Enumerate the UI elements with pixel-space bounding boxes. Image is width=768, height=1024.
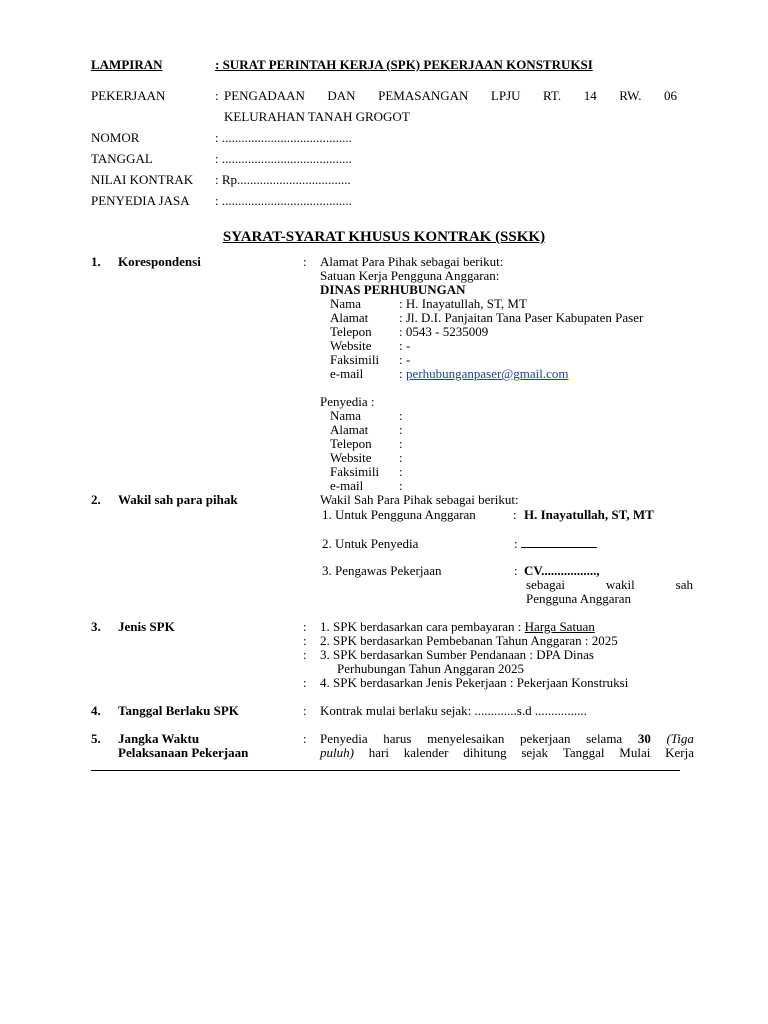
item-number: 3. <box>91 619 101 634</box>
wakil-row-label: 3. Pengawas Pekerjaan <box>322 563 442 578</box>
pekerjaan-word: RT. <box>543 88 562 103</box>
pekerjaan-word: 14 <box>583 88 597 103</box>
field-value: : H. Inayatullah, ST, MT <box>399 296 527 311</box>
jangka-word: sejak <box>521 745 549 760</box>
field-value: : <box>399 464 403 479</box>
wakil-row-label: 1. Untuk Pengguna Anggaran <box>322 507 476 522</box>
field-label: Telepon <box>330 324 372 339</box>
item-colon: : <box>303 647 307 662</box>
lampiran-label: LAMPIRAN <box>91 57 163 72</box>
jangka-word: hari <box>368 745 389 760</box>
pekerjaan-word: DAN <box>327 88 356 103</box>
item-label: Tanggal Berlaku SPK <box>118 703 239 718</box>
field-value: : <box>399 366 403 381</box>
jangka-word: harus <box>383 731 412 746</box>
item-number: 1. <box>91 254 101 269</box>
item-colon: : <box>303 703 307 718</box>
wakil-row-line2 <box>526 577 693 592</box>
page-title: SYARAT-SYARAT KHUSUS KONTRAK (SSKK) <box>222 229 546 245</box>
jangka-waktu-line1 <box>320 731 694 746</box>
email-link[interactable]: perhubunganpaser@gmail.com <box>406 366 569 381</box>
field-value: : - <box>399 338 411 353</box>
jangka-italic: (Tiga <box>666 731 694 746</box>
wakil-row-value: CV................., <box>524 563 600 578</box>
field-value: : Jl. D.I. Panjaitan Tana Paser Kabupaten Paser <box>399 310 644 325</box>
field-label: Telepon <box>330 436 372 451</box>
wakil-intro: Wakil Sah Para Pihak sebagai berikut: <box>320 492 519 507</box>
jangka-word: pekerjaan <box>519 731 571 746</box>
jangka-word: Penyedia <box>320 731 368 746</box>
field-label: Faksimili <box>330 352 380 367</box>
pekerjaan-line2: KELURAHAN TANAH GROGOT <box>224 109 410 124</box>
jenis-spk-line: 4. SPK berdasarkan Jenis Pekerjaan : Pekerjaan Konstruksi <box>320 675 629 690</box>
item-colon: : <box>303 633 307 648</box>
item-label: Wakil sah para pihak <box>118 492 238 507</box>
field-label: Nama <box>330 408 362 423</box>
wakil-row-colon: : <box>513 507 517 522</box>
field-label: Website <box>330 338 372 353</box>
field-label: Nama <box>330 296 362 311</box>
pekerjaan-word: PENGADAAN <box>224 88 305 103</box>
field-label: Alamat <box>330 310 369 325</box>
pekerjaan-word: LPJU <box>490 88 521 103</box>
pekerjaan-colon: : <box>215 88 219 103</box>
jangka-word: selama <box>586 731 623 746</box>
field-label: Faksimili <box>330 464 380 479</box>
jenis-spk-line: 3. SPK berdasarkan Sumber Pendanaan : DPA Dinas <box>320 647 594 662</box>
satker-label: Satuan Kerja Pengguna Anggaran: <box>320 268 500 283</box>
item-colon: : <box>303 619 307 634</box>
jangka-word: dihitung <box>463 745 507 760</box>
item-colon: : <box>303 254 307 269</box>
jangka-word: Mulai <box>619 745 651 760</box>
field-value: : - <box>399 352 411 367</box>
item-label: Jangka Waktu <box>118 731 200 746</box>
jangka-word: menyelesaikan <box>427 731 505 746</box>
field-value: : <box>399 436 403 451</box>
wakil-row-value: H. Inayatullah, ST, MT <box>524 507 654 522</box>
jenis-spk-line <box>320 619 595 634</box>
field-label: Website <box>330 450 372 465</box>
lampiran-value: : SURAT PERINTAH KERJA (SPK) PEKERJAAN KONSTRUKSI <box>215 57 593 72</box>
field-value: : 0543 - 5235009 <box>399 324 489 339</box>
pekerjaan-word: PEMASANGAN <box>378 88 469 103</box>
jenis-spk-line: Perhubungan Tahun Anggaran 2025 <box>337 661 524 676</box>
jangka-word: kalender <box>403 745 449 760</box>
wakil-row-colon-text: : <box>514 536 518 551</box>
wakil-word: wakil <box>605 577 635 592</box>
wakil-row-label: 2. Untuk Penyedia <box>322 536 419 551</box>
korespondensi-intro: Alamat Para Pihak sebagai berikut: <box>320 254 504 269</box>
pekerjaan-line1 <box>224 88 677 103</box>
penyedia-jasa-label: PENYEDIA JASA <box>91 193 190 208</box>
nilai-kontrak-value: : Rp................................... <box>215 172 351 187</box>
penyedia-jasa-value: : ........................................ <box>215 193 352 208</box>
item-label: Korespondensi <box>118 254 201 269</box>
jangka-italic: puluh) <box>320 745 354 760</box>
item-number: 4. <box>91 703 101 718</box>
nomor-label: NOMOR <box>91 130 140 145</box>
jangka-word: Tanggal <box>562 745 605 760</box>
dinas-name: DINAS PERHUBUNGAN <box>320 282 466 297</box>
jangka-waktu-line2 <box>320 745 694 760</box>
nilai-kontrak-label: NILAI KONTRAK <box>91 172 194 187</box>
footer-divider <box>91 770 680 771</box>
field-value: : <box>399 478 403 493</box>
wakil-row-line3: Pengguna Anggaran <box>526 591 632 606</box>
harga-satuan-link: Harga Satuan <box>524 619 595 634</box>
jenis-spk-line: 2. SPK berdasarkan Pembebanan Tahun Anggaran : 2025 <box>320 633 618 648</box>
item-label: Pelaksanaan Pekerjaan <box>118 745 249 760</box>
wakil-word: sah <box>675 577 693 592</box>
item-number: 5. <box>91 731 101 746</box>
item-number: 2. <box>91 492 101 507</box>
item-label: Jenis SPK <box>118 619 175 634</box>
item-colon: : <box>303 675 307 690</box>
pekerjaan-label: PEKERJAAN <box>91 88 166 103</box>
wakil-row-colon: : <box>514 563 518 578</box>
wakil-row-colon <box>514 536 597 551</box>
field-label: e-mail <box>330 478 364 493</box>
field-value: : <box>399 450 403 465</box>
pekerjaan-word: RW. <box>619 88 642 103</box>
item-colon: : <box>303 731 307 746</box>
nomor-value: : ........................................ <box>215 130 352 145</box>
jangka-word: Kerja <box>665 745 694 760</box>
tanggal-label: TANGGAL <box>91 151 153 166</box>
field-label: Alamat <box>330 422 369 437</box>
field-label: e-mail <box>330 366 364 381</box>
penyedia-heading: Penyedia : <box>320 394 375 409</box>
blank-line <box>521 536 597 548</box>
wakil-word: sebagai <box>526 577 565 592</box>
tanggal-value: : ........................................ <box>215 151 352 166</box>
tanggal-berlaku-value: Kontrak mulai berlaku sejak: .............s.d ................ <box>320 703 587 718</box>
field-value: : <box>399 408 403 423</box>
jenis-spk-text: 1. SPK berdasarkan cara pembayaran : <box>320 619 522 634</box>
field-value: : <box>399 422 403 437</box>
jangka-days: 30 <box>637 731 651 746</box>
pekerjaan-word: 06 <box>664 88 677 103</box>
